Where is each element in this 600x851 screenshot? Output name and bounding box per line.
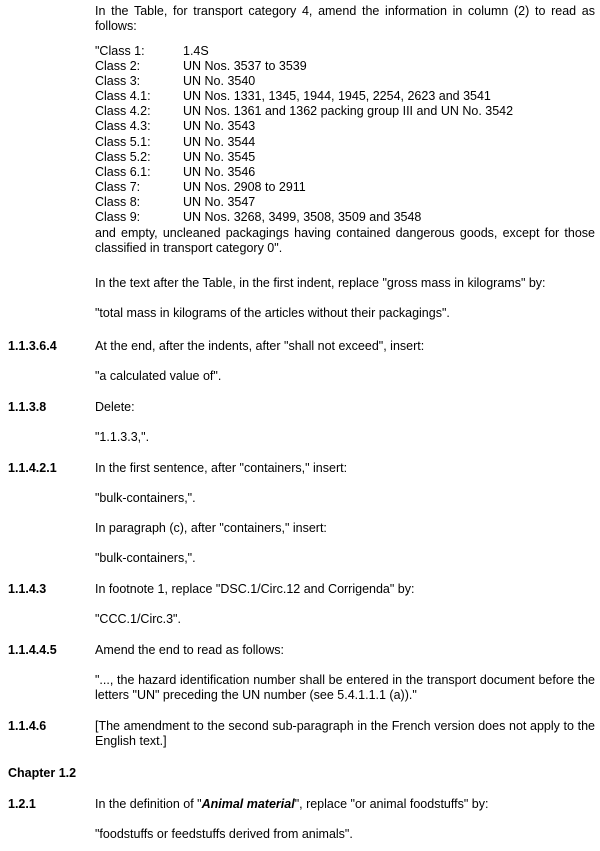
class-list-row: Class 5.1: UN No. 3544 [95, 134, 256, 149]
class-list-row: Class 4.2: UN Nos. 1361 and 1362 packing group III and UN No. 3542 [95, 104, 514, 119]
section-quote: "a calculated value of". [95, 369, 222, 383]
section-instruction: Delete: [95, 400, 135, 414]
class-list-row: Class 4.3: UN No. 3543 [95, 119, 256, 134]
section-number: 1.2.1 [8, 797, 36, 811]
chapter-heading: Chapter 1.2 [8, 766, 77, 780]
section-instruction: At the end, after the indents, after "shall not exceed", insert: [95, 339, 425, 353]
class-list [95, 44, 595, 225]
section-number: 1.1.4.3 [8, 582, 47, 596]
section-quote: "1.1.3.3,". [95, 430, 150, 444]
section-number: 1.1.3.8 [8, 400, 47, 414]
section-quote: "CCC.1/Circ.3". [95, 612, 181, 626]
section-instruction: In paragraph (c), after "containers," insert: [95, 521, 327, 535]
section-instruction: In the definition of "Animal material", replace "or animal foodstuffs" by: [95, 797, 489, 811]
section-instruction: In the first sentence, after "containers," insert: [95, 461, 348, 475]
amend-instruction: In the Table, for transport category 4, amend the information in column (2) to read as follows: [95, 4, 595, 33]
text-after-table-instruction: In the text after the Table, in the first indent, replace "gross mass in kilograms" by: [95, 276, 546, 290]
text-after-table-replacement: "total mass in kilograms of the articles without their packagings". [95, 306, 450, 320]
class-list-row: Class 9: UN Nos. 3268, 3499, 3508, 3509 and 3548 [95, 210, 422, 225]
class-list-row: Class 2: UN Nos. 3537 to 3539 [95, 59, 307, 74]
section-note: [The amendment to the second sub-paragraph in the French version does not apply to the English text.] [95, 719, 595, 748]
class-list-row: "Class 1: 1.4S [95, 44, 209, 58]
section-number: 1.1.4.4.5 [8, 643, 57, 657]
section-instruction: Amend the end to read as follows: [95, 643, 285, 657]
defined-term: Animal material [201, 797, 295, 811]
class-list-closing: and empty, uncleaned packagings having contained dangerous goods, except for those classified in transport category 0". [95, 226, 595, 255]
class-list-row: Class 5.2: UN No. 3545 [95, 149, 256, 164]
class-list-row: Class 3: UN No. 3540 [95, 74, 256, 89]
section-number: 1.1.3.6.4 [8, 339, 57, 353]
section-quote: "bulk-containers,". [95, 491, 196, 505]
section-quote: "..., the hazard identification number shall be entered in the transport document before the letters "UN" preceding the UN number (see 5.4.1.1.1 (a))." [95, 673, 595, 702]
class-list-row: Class 6.1: UN No. 3546 [95, 164, 256, 179]
class-list-row: Class 7: UN Nos. 2908 to 2911 [95, 179, 306, 194]
section-number: 1.1.4.2.1 [8, 461, 57, 475]
class-list-row: Class 8: UN No. 3547 [95, 194, 256, 209]
section-quote: "foodstuffs or feedstuffs derived from animals". [95, 827, 353, 841]
section-instruction: In footnote 1, replace "DSC.1/Circ.12 and Corrigenda" by: [95, 582, 415, 596]
class-list-row: Class 4.1: UN Nos. 1331, 1345, 1944, 1945, 2254, 2623 and 3541 [95, 89, 491, 104]
section-quote: "bulk-containers,". [95, 551, 196, 565]
section-number: 1.1.4.6 [8, 719, 47, 733]
